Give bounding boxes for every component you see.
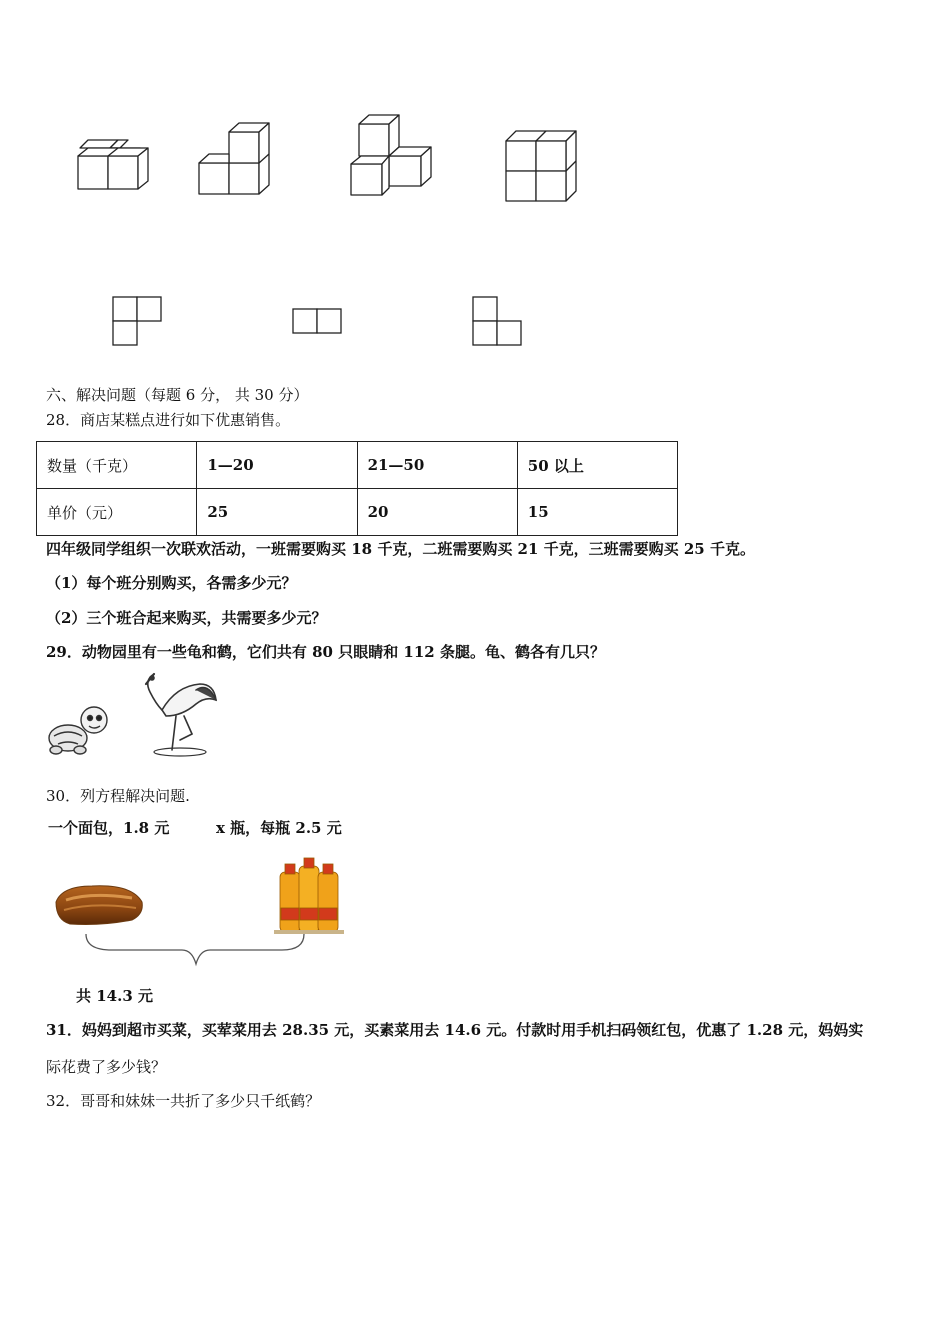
question-28-context: 四年级同学组织一次联欢活动，一班需要购买 18 千克，二班需要购买 21 千克，三班需要购买 25 千克。	[46, 540, 755, 558]
question-28-sub-1: （1）每个班分别购买，各需多少元？	[46, 574, 297, 592]
cube-solid-3	[345, 112, 440, 202]
question-32-text: 32．哥哥和妹妹一共折了多少只千纸鹤？	[46, 1092, 321, 1110]
question-31-line-2: 际花费了多少钱？	[46, 1058, 167, 1076]
juice-bottles-icon	[272, 852, 348, 936]
cube-solid-2	[193, 120, 283, 200]
table-cell: 15	[517, 489, 677, 536]
question-28-text: 28．商店某糕点进行如下优惠销售。	[46, 411, 291, 429]
table-cell: 21—50	[357, 442, 517, 489]
total-price-label: 共 14.3 元	[76, 987, 153, 1005]
view-shape-1	[110, 295, 170, 350]
table-cell: 20	[357, 489, 517, 536]
turtle-icon	[44, 700, 119, 760]
table-cell: 1—20	[197, 442, 357, 489]
total-brace	[82, 930, 312, 970]
bottle-price-label: x 瓶，每瓶 2.5 元	[216, 819, 342, 837]
table-row	[37, 442, 678, 489]
table-cell: 50 以上	[517, 442, 677, 489]
crane-icon	[136, 670, 226, 760]
table-cell: 25	[197, 489, 357, 536]
question-29-text: 29．动物园里有一些龟和鹤，它们共有 80 只眼睛和 112 条腿。龟、鹤各有几只？	[46, 643, 605, 661]
cube-solid-4	[500, 125, 590, 210]
table-cell: 数量（千克）	[37, 442, 197, 489]
table-row	[37, 489, 678, 536]
question-28-sub-2: （2）三个班合起来购买，共需要多少元？	[46, 609, 327, 627]
bread-icon	[52, 880, 147, 935]
question-30-text: 30．列方程解决问题.	[46, 787, 190, 805]
question-31-line-1: 31．妈妈到超市买菜，买荤菜用去 28.35 元，买素菜用去 14.6 元。付款时用手机扫码领红包，优惠了 1.28 元，妈妈实	[46, 1021, 864, 1039]
view-shape-3	[470, 295, 530, 350]
section-heading: 六、解决问题（每题 6 分， 共 30 分）	[46, 386, 309, 404]
view-shape-2	[290, 306, 350, 336]
price-table	[36, 441, 678, 536]
cube-solid-1	[70, 135, 160, 195]
table-cell: 单价（元）	[37, 489, 197, 536]
bread-price-label: 一个面包，1.8 元	[48, 819, 170, 837]
